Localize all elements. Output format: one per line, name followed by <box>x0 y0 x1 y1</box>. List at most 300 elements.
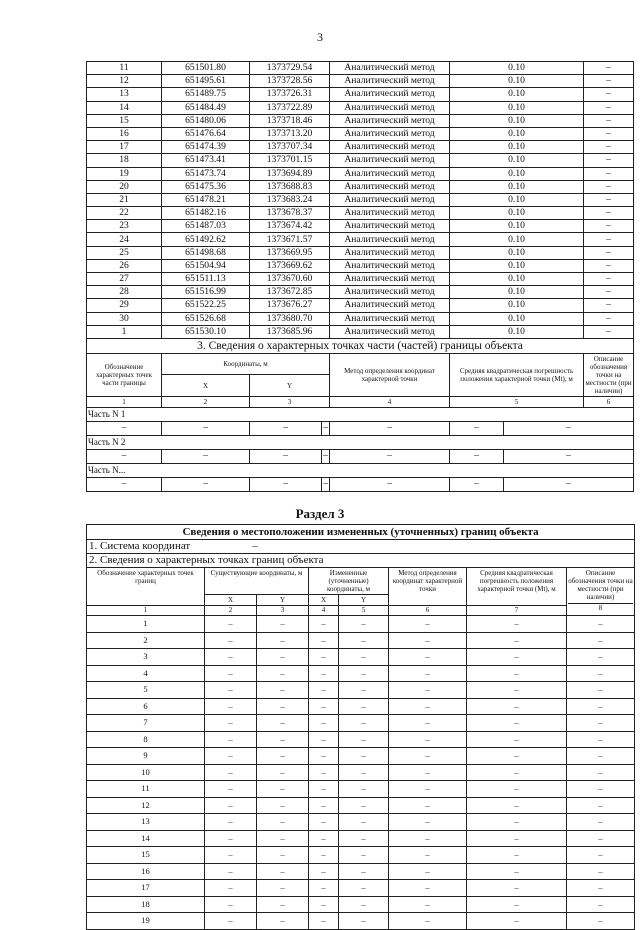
value-cell: – <box>567 715 635 732</box>
table-row <box>87 246 634 259</box>
value-cell: – <box>257 830 309 847</box>
description-cell: – <box>584 259 634 272</box>
header-y: Y <box>257 595 309 606</box>
table-row <box>87 781 635 798</box>
table-row <box>87 896 635 913</box>
value-cell: – <box>567 764 635 781</box>
description-cell: – <box>584 75 634 88</box>
value-cell: – <box>389 665 467 682</box>
value-cell: – <box>467 698 567 715</box>
col-number: 5 <box>339 606 389 616</box>
description-cell: – <box>584 207 634 220</box>
coord-x: 651482.16 <box>162 207 250 220</box>
value-cell: – <box>205 781 257 798</box>
part-cell: – <box>250 477 322 491</box>
coord-y: 1373707.34 <box>250 141 330 154</box>
value-cell: – <box>339 715 389 732</box>
coord-y: 1373728.56 <box>250 75 330 88</box>
value-cell: – <box>389 731 467 748</box>
col-number: 7 <box>467 606 567 616</box>
part-cell: – <box>162 421 250 435</box>
value-cell: – <box>389 748 467 765</box>
method-cell: Аналитический метод <box>330 154 450 167</box>
point-number: 17 <box>87 880 205 897</box>
value-cell: – <box>205 814 257 831</box>
value-cell: – <box>567 896 635 913</box>
part-cell: – <box>162 449 250 463</box>
value-cell: – <box>567 632 635 649</box>
part-cell: – <box>504 421 634 435</box>
coord-x: 651504.94 <box>162 259 250 272</box>
header-description: Описание обозначения точки на местности (при наличии) 8 <box>567 568 635 616</box>
value-cell: – <box>467 731 567 748</box>
accuracy-cell: 0.10 <box>450 259 584 272</box>
accuracy-cell: 0.10 <box>450 88 584 101</box>
value-cell: – <box>389 698 467 715</box>
header-method: Метод определения координат характерной точки <box>389 568 467 606</box>
header-coords: Координаты, м <box>162 353 330 375</box>
method-cell: Аналитический метод <box>330 312 450 325</box>
part-cell: – <box>323 478 328 490</box>
column-number-row <box>87 396 634 407</box>
accuracy-cell: 0.10 <box>450 312 584 325</box>
value-cell: – <box>205 880 257 897</box>
table-row <box>87 233 634 246</box>
header-x: X <box>309 595 339 606</box>
value-cell: – <box>205 863 257 880</box>
table-row <box>87 273 634 286</box>
coord-y: 1373669.95 <box>250 246 330 259</box>
value-cell: – <box>567 797 635 814</box>
header-designation: Обозначение характерных точек границ <box>87 568 205 606</box>
coord-x: 651476.64 <box>162 127 250 140</box>
part-cell: – <box>87 477 162 491</box>
value-cell: – <box>309 847 339 864</box>
value-cell: – <box>339 764 389 781</box>
point-number: 3 <box>87 649 205 666</box>
point-number: 24 <box>87 233 162 246</box>
coord-system <box>87 540 635 554</box>
header-y: Y <box>339 595 389 606</box>
value-cell: – <box>257 797 309 814</box>
value-cell: – <box>257 748 309 765</box>
coord-system-label: 1. Система координат <box>89 540 191 552</box>
part-cell: – <box>504 449 634 463</box>
point-number: 21 <box>87 193 162 206</box>
method-cell: Аналитический метод <box>330 88 450 101</box>
value-cell: – <box>467 715 567 732</box>
value-cell: – <box>567 880 635 897</box>
value-cell: – <box>257 698 309 715</box>
value-cell: – <box>205 748 257 765</box>
value-cell: – <box>467 649 567 666</box>
method-cell: Аналитический метод <box>330 233 450 246</box>
col-number: 8 <box>568 603 633 612</box>
col-number: 3 <box>250 396 330 407</box>
table-row <box>87 748 635 765</box>
header-row <box>87 353 634 375</box>
description-cell: – <box>584 273 634 286</box>
coord-y: 1373685.96 <box>250 325 330 338</box>
value-cell: – <box>339 880 389 897</box>
value-cell: – <box>257 896 309 913</box>
header-x: X <box>162 375 250 397</box>
points-title: 2. Сведения о характерных точках границ объекта <box>87 554 635 568</box>
coord-x: 651473.74 <box>162 167 250 180</box>
coord-y: 1373683.24 <box>250 193 330 206</box>
table-row <box>87 814 635 831</box>
description-cell: – <box>584 286 634 299</box>
table-row <box>87 847 635 864</box>
value-cell: – <box>339 847 389 864</box>
coord-y: 1373669.62 <box>250 259 330 272</box>
method-cell: Аналитический метод <box>330 325 450 338</box>
point-number: 8 <box>87 731 205 748</box>
coord-x: 651501.80 <box>162 62 250 75</box>
coord-x: 651530.10 <box>162 325 250 338</box>
accuracy-cell: 0.10 <box>450 246 584 259</box>
point-number: 20 <box>87 180 162 193</box>
value-cell: – <box>389 797 467 814</box>
coord-system-value: – <box>252 540 258 552</box>
table-row <box>87 632 635 649</box>
point-number: 5 <box>87 682 205 699</box>
value-cell: – <box>205 715 257 732</box>
table-row <box>87 764 635 781</box>
accuracy-cell: 0.10 <box>450 193 584 206</box>
value-cell: – <box>309 797 339 814</box>
description-cell: – <box>584 325 634 338</box>
coord-x: 651516.99 <box>162 286 250 299</box>
value-cell: – <box>309 616 339 633</box>
value-cell: – <box>467 632 567 649</box>
value-cell: – <box>309 665 339 682</box>
value-cell: – <box>205 682 257 699</box>
point-number: 13 <box>87 814 205 831</box>
coordinates-table <box>86 61 634 492</box>
value-cell: – <box>389 880 467 897</box>
value-cell: – <box>567 731 635 748</box>
col-number: 5 <box>450 396 584 407</box>
section3-title-row <box>87 338 634 353</box>
value-cell: – <box>339 913 389 930</box>
value-cell: – <box>205 649 257 666</box>
coord-y: 1373672.85 <box>250 286 330 299</box>
value-cell: – <box>389 830 467 847</box>
table-row <box>87 207 634 220</box>
table-title-row <box>87 525 635 540</box>
value-cell: – <box>467 880 567 897</box>
coord-y: 1373701.15 <box>250 154 330 167</box>
point-number: 27 <box>87 273 162 286</box>
coord-x: 651522.25 <box>162 299 250 312</box>
value-cell: – <box>567 913 635 930</box>
point-number: 22 <box>87 207 162 220</box>
accuracy-cell: 0.10 <box>450 154 584 167</box>
value-cell: – <box>309 764 339 781</box>
coord-x: 651489.75 <box>162 88 250 101</box>
description-cell: – <box>584 101 634 114</box>
coord-y: 1373670.60 <box>250 273 330 286</box>
value-cell: – <box>467 814 567 831</box>
part-cell: – <box>250 421 322 435</box>
description-cell: – <box>584 246 634 259</box>
value-cell: – <box>567 748 635 765</box>
header-description: Описание обозначения точки на местности (при наличии) <box>585 354 632 395</box>
point-number: 9 <box>87 748 205 765</box>
col-number: 3 <box>257 606 309 616</box>
table-row <box>87 698 635 715</box>
value-cell: – <box>339 649 389 666</box>
value-cell: – <box>309 632 339 649</box>
value-cell: – <box>389 847 467 864</box>
point-number: 14 <box>87 101 162 114</box>
coord-y: 1373688.83 <box>250 180 330 193</box>
coord-x: 651478.21 <box>162 193 250 206</box>
header-method: Метод определения координат характерной точки <box>330 353 450 396</box>
value-cell: – <box>257 682 309 699</box>
description-cell: – <box>584 114 634 127</box>
coord-x: 651498.68 <box>162 246 250 259</box>
table-row <box>87 665 635 682</box>
value-cell: – <box>257 715 309 732</box>
header-existing: Существующие координаты, м <box>205 568 309 595</box>
value-cell: – <box>467 616 567 633</box>
accuracy-cell: 0.10 <box>450 325 584 338</box>
table-row <box>87 75 634 88</box>
value-cell: – <box>257 764 309 781</box>
column-number-row <box>87 606 635 616</box>
value-cell: – <box>467 748 567 765</box>
value-cell: – <box>205 731 257 748</box>
method-cell: Аналитический метод <box>330 167 450 180</box>
value-cell: – <box>467 896 567 913</box>
coord-x: 651475.36 <box>162 180 250 193</box>
point-number: 25 <box>87 246 162 259</box>
part-cell: – <box>87 421 162 435</box>
table-row <box>87 649 635 666</box>
description-cell: – <box>584 127 634 140</box>
table-row <box>87 830 635 847</box>
point-number: 26 <box>87 259 162 272</box>
table-row <box>87 616 635 633</box>
value-cell: – <box>567 830 635 847</box>
value-cell: – <box>205 632 257 649</box>
value-cell: – <box>467 863 567 880</box>
value-cell: – <box>309 880 339 897</box>
point-number: 16 <box>87 863 205 880</box>
point-number: 11 <box>87 781 205 798</box>
value-cell: – <box>389 781 467 798</box>
table-row <box>87 682 635 699</box>
point-number: 14 <box>87 830 205 847</box>
part-label-row <box>87 407 634 421</box>
value-cell: – <box>205 698 257 715</box>
coord-x: 651495.61 <box>162 75 250 88</box>
value-cell: – <box>205 797 257 814</box>
part-label: Часть N 2 <box>87 435 634 449</box>
coord-x: 651484.49 <box>162 101 250 114</box>
accuracy-cell: 0.10 <box>450 299 584 312</box>
col-number: 4 <box>309 606 339 616</box>
table-row <box>87 88 634 101</box>
coord-y: 1373718.46 <box>250 114 330 127</box>
header-designation: Обозначение характерных точек части границы <box>87 353 162 396</box>
table-row <box>87 797 635 814</box>
value-cell: – <box>309 731 339 748</box>
table-row <box>87 259 634 272</box>
part-cell: – <box>504 477 634 491</box>
description-cell: – <box>584 233 634 246</box>
value-cell: – <box>339 781 389 798</box>
value-cell: – <box>567 616 635 633</box>
part-cell: – <box>323 450 328 462</box>
header-y: Y <box>250 375 330 397</box>
value-cell: – <box>205 847 257 864</box>
value-cell: – <box>339 797 389 814</box>
value-cell: – <box>309 698 339 715</box>
accuracy-cell: 0.10 <box>450 167 584 180</box>
value-cell: – <box>467 847 567 864</box>
table-row <box>87 101 634 114</box>
value-cell: – <box>205 896 257 913</box>
col-number: 1 <box>87 606 205 616</box>
col-number: 6 <box>389 606 467 616</box>
coord-system-row <box>87 540 635 554</box>
accuracy-cell: 0.10 <box>450 207 584 220</box>
coord-x: 651492.62 <box>162 233 250 246</box>
value-cell: – <box>257 665 309 682</box>
table-row <box>87 880 635 897</box>
coord-y: 1373729.54 <box>250 62 330 75</box>
col-number: 4 <box>330 396 450 407</box>
value-cell: – <box>309 649 339 666</box>
value-cell: – <box>389 896 467 913</box>
part-row <box>87 477 634 491</box>
coord-y: 1373674.42 <box>250 220 330 233</box>
point-number: 13 <box>87 88 162 101</box>
value-cell: – <box>257 781 309 798</box>
header-x: X <box>205 595 257 606</box>
point-number: 4 <box>87 665 205 682</box>
value-cell: – <box>467 665 567 682</box>
value-cell: – <box>389 814 467 831</box>
point-number: 30 <box>87 312 162 325</box>
value-cell: – <box>257 632 309 649</box>
part-label: Часть N 1 <box>87 407 634 421</box>
value-cell: – <box>257 649 309 666</box>
table-row <box>87 193 634 206</box>
description-cell: – <box>584 62 634 75</box>
part-cell: – <box>330 477 450 491</box>
description-cell: – <box>584 299 634 312</box>
value-cell: – <box>389 913 467 930</box>
accuracy-cell: 0.10 <box>450 114 584 127</box>
table-row <box>87 286 634 299</box>
accuracy-cell: 0.10 <box>450 286 584 299</box>
point-number: 19 <box>87 913 205 930</box>
description-cell: – <box>584 193 634 206</box>
point-number: 1 <box>87 325 162 338</box>
point-number: 16 <box>87 127 162 140</box>
description-cell: – <box>584 167 634 180</box>
coord-y: 1373694.89 <box>250 167 330 180</box>
value-cell: – <box>339 830 389 847</box>
coord-x: 651474.39 <box>162 141 250 154</box>
value-cell: – <box>205 913 257 930</box>
part-label: Часть N... <box>87 463 634 477</box>
accuracy-cell: 0.10 <box>450 220 584 233</box>
value-cell: – <box>567 781 635 798</box>
value-cell: – <box>257 913 309 930</box>
point-number: 2 <box>87 632 205 649</box>
description-cell: – <box>584 141 634 154</box>
point-number: 17 <box>87 141 162 154</box>
description-cell: – <box>584 88 634 101</box>
value-cell: – <box>257 863 309 880</box>
part-cell: – <box>323 422 328 434</box>
accuracy-cell: 0.10 <box>450 127 584 140</box>
table-row <box>87 863 635 880</box>
method-cell: Аналитический метод <box>330 127 450 140</box>
method-cell: Аналитический метод <box>330 207 450 220</box>
point-number: 12 <box>87 797 205 814</box>
point-number: 1 <box>87 616 205 633</box>
value-cell: – <box>205 616 257 633</box>
value-cell: – <box>467 781 567 798</box>
method-cell: Аналитический метод <box>330 141 450 154</box>
value-cell: – <box>309 781 339 798</box>
table-row <box>87 62 634 75</box>
table-row <box>87 325 634 338</box>
value-cell: – <box>257 616 309 633</box>
section-title: Раздел 3 <box>295 506 345 521</box>
method-cell: Аналитический метод <box>330 62 450 75</box>
value-cell: – <box>339 698 389 715</box>
value-cell: – <box>467 764 567 781</box>
changed-boundaries-table-body <box>87 525 635 930</box>
coord-x: 651526.68 <box>162 312 250 325</box>
value-cell: – <box>567 665 635 682</box>
point-number: 29 <box>87 299 162 312</box>
part-cell: – <box>450 449 504 463</box>
table-row <box>87 312 634 325</box>
table-row <box>87 180 634 193</box>
coord-y: 1373722.89 <box>250 101 330 114</box>
header-changed: Измененные (уточненные) координаты, м <box>309 568 389 595</box>
coord-y: 1373676.27 <box>250 299 330 312</box>
col-number: 6 <box>584 396 634 407</box>
value-cell: – <box>567 863 635 880</box>
value-cell: – <box>309 715 339 732</box>
accuracy-cell: 0.10 <box>450 75 584 88</box>
method-cell: Аналитический метод <box>330 246 450 259</box>
value-cell: – <box>257 880 309 897</box>
part-cell: – <box>330 449 450 463</box>
value-cell: – <box>339 748 389 765</box>
value-cell: – <box>389 682 467 699</box>
col-number: 2 <box>162 396 250 407</box>
value-cell: – <box>339 682 389 699</box>
header-row <box>87 568 635 595</box>
page-number: 3 <box>317 30 323 44</box>
method-cell: Аналитический метод <box>330 286 450 299</box>
accuracy-cell: 0.10 <box>450 141 584 154</box>
accuracy-cell: 0.10 <box>450 101 584 114</box>
part-cell: – <box>162 477 250 491</box>
method-cell: Аналитический метод <box>330 101 450 114</box>
value-cell: – <box>339 814 389 831</box>
